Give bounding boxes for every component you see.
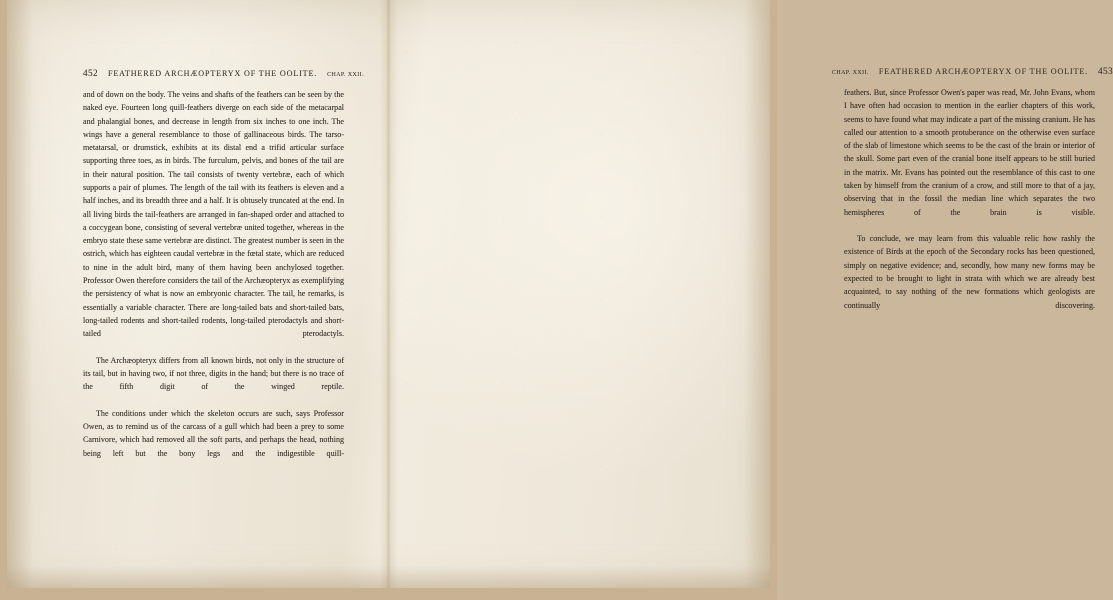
paragraph: To conclude, we may learn from this valuable relic how rashly the existence of Birds at the epoch of the Secondary rocks has been questioned, simply on negative evidence; and, secondly, how many new forms may be expected to be brought to light in strata with which we are already best acquainted, to say nothing of the new formations which geologists are continually discovering. — [844, 234, 1095, 310]
running-title-right: FEATHERED ARCHÆOPTERYX OF THE OOLITE. — [878, 67, 1089, 76]
folio-left: 452 — [83, 68, 98, 78]
folio-right: 453 — [1098, 66, 1113, 76]
chapter-mark-left: CHAP. XXII. — [327, 72, 364, 78]
paragraph: The Archæopteryx differs from all known birds, not only in the structure of its tail, but in having two, if not three, digits in the hand; but there is no trace of the fifth digit of the winged reptile. — [83, 355, 344, 392]
page-left — [7, 0, 388, 588]
text-column-right — [844, 86, 1095, 325]
running-head-left — [83, 68, 364, 78]
paragraph: The conditions under which the skeleton occurs are such, says Professor Owen, as to remind us of the carcass of a gull which had been a prey to some Carnivore, which had removed all the soft parts, and perhaps the head, nothing being left but the bony legs and the indigestible quill- — [83, 408, 344, 458]
running-head-right — [832, 66, 1113, 76]
running-title-left: FEATHERED ARCHÆOPTERYX OF THE OOLITE. — [107, 69, 318, 78]
page-right — [389, 0, 1113, 588]
paragraph: feathers. But, since Professor Owen's paper was read, Mr. John Evans, whom I have often had occasion to mention in the earlier chapters of this work, seems to have found what may indicate a part of the missing cranium. He has called our attention to a smooth protuberance on the otherwise even surface of the slab of limestone which seems to be the cast of the brain or interior of the skull. Some part even of the cranial bone itself appears to be still buried in the matrix. Mr. Evans has pointed out the resemblance of this cast to one taken by himself from the cranium of a crow, and still more to that of a jay, observing that in the fossil the median line which separates the two hemispheres of the brain is visible. — [844, 88, 1095, 217]
chapter-mark-right: CHAP. XXII. — [832, 70, 869, 76]
text-column-left — [83, 88, 344, 473]
paragraph: and of down on the body. The veins and shafts of the feathers can be seen by the naked eye. Fourteen long quill-feathers diverge on each side of the metacarpal and phalangial bones, and decrease in length from six inches to one inch. The wings have a general resemblance to those of gallinaceous birds. The tarso-metatarsal, or drumstick, exhibits at its distal end a trifid articular surface supporting three toes, as in birds. The furculum, pelvis, and bones of the tail are in their natural position. The tail consists of twenty vertebræ, each of which supports a pair of plumes. The length of the tail with its feathers is eleven and a half inches, and its breadth three and a half. It is obtusely truncated at the end. In all living birds the tail-feathers are arranged in fan-shaped order and attached to a coccygean bone, consisting of several vertebræ united together, whereas in the embryo state these same vertebræ are distinct. The greatest number is seen in the ostrich, which has eighteen caudal vertebræ in the fœtal state, which are reduced to nine in the adult bird, many of them having been anchylosed together. Professor Owen therefore considers the tail of the Archæopteryx as exemplifying the persistency of what is now an embryonic character. The tail, he remarks, is essentially a variable character. There are long-tailed bats and short-tailed bats, long-tailed rodents and short-tailed rodents, long-tailed pterodactyls and short-tailed pterodactyls. — [83, 90, 345, 339]
book-spread — [7, 0, 1113, 588]
